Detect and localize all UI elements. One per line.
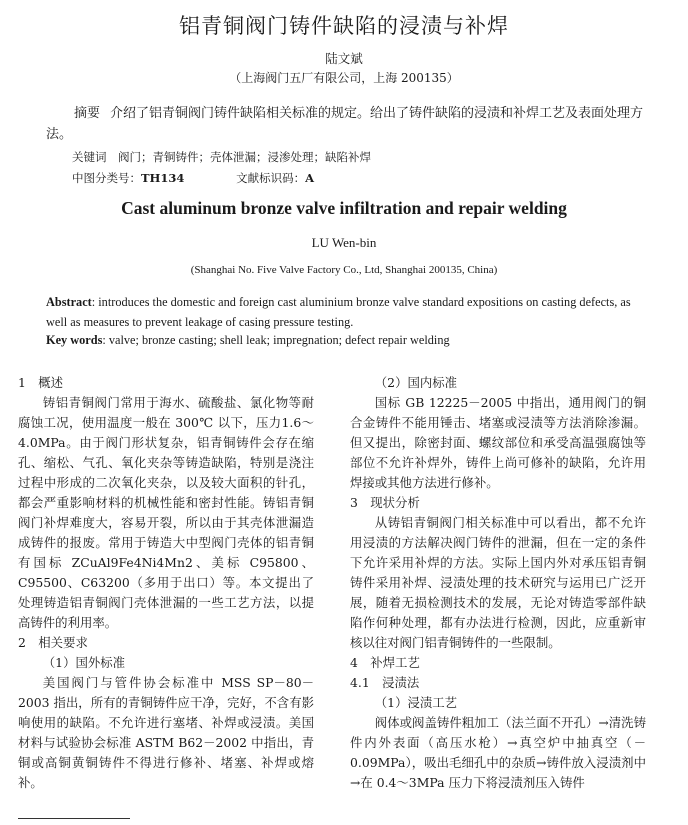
classification-line — [72, 170, 314, 186]
keywords-cn-text: 阀门；青铜铸件；壳体泄漏；浸渗处理；缺陷补焊 — [118, 150, 371, 164]
body-column-right — [350, 373, 646, 793]
subsection-heading: （1）国外标准 — [42, 655, 126, 670]
author-cn: 陆文斌 — [325, 51, 363, 66]
abstract-en-text: : introduces the domestic and foreign cast aluminium bronze valve standard expositions on casting defects, as well as measures to prevent leakage of casing pressure testing. — [46, 295, 631, 329]
section-heading: 2 相关要求 — [18, 635, 88, 650]
section-heading: 3 现状分析 — [350, 495, 420, 510]
clc-label: 中图分类号： — [72, 171, 141, 185]
body-paragraph: 铸铝青铜阀门常用于海水、硫酸盐、氯化物等耐腐蚀工况，使用温度一般在 300℃ 以下，压力1.6～4.0MPa。由于阀门形状复杂，铝青铜铸件会存在缩孔、缩松、气孔、氧化夹杂等铸造缺陷，特别是浇注过程中形成的二次氧化夹杂，以及较大面积的针孔，都会严重影响材料的机械性能和密封性能。铸铝青铜阀门补焊难度大，容易开裂，所以由于其壳体泄漏造成铸件的报废。常用于铸造大中型阀门壳体的铝青铜有国标 ZCuAl9Fe4Ni4Mn2、美标 C95800、C95500、C63200（多用于出口）等。本文提出了处理铸造铝青铜阀门壳体泄漏的一些工艺方法，以提高铸件的利用率。 — [18, 395, 314, 630]
body-paragraph: 阀体或阀盖铸件粗加工（法兰面不开孔）→清洗铸件内外表面（高压水枪）→真空炉中抽真空（－0.09MPa），吸出毛细孔中的杂质→铸件放入浸渍剂中→在 0.4～3MPa 压力下将浸渍剂压入铸件 — [350, 715, 646, 790]
paper-title-cn: 铝青铜阀门铸件缺陷的浸渍与补焊 — [179, 14, 509, 38]
keywords-en-label: Key words — [46, 333, 103, 347]
body-column-left — [18, 373, 314, 793]
keywords-en-text: : valve; bronze casting; shell leak; impregnation; defect repair welding — [102, 333, 450, 347]
paper-title-en: Cast aluminum bronze valve infiltration and repair welding — [121, 198, 567, 218]
section-heading: 4 补焊工艺 — [350, 655, 420, 670]
author-en: LU Wen-bin — [311, 235, 377, 250]
footnote-rule — [18, 818, 130, 819]
keywords-cn-label: 关键词 — [72, 150, 107, 164]
body-paragraph: 国标 GB 12225－2005 中指出，通用阀门的铜合金铸件不能用锤击、堵塞或浸渍等方法消除渗漏。但又提出，除密封面、螺纹部位和承受高温强腐蚀等部位不允许补焊外，铸件上尚可修补的缺陷，允许用焊接或其他方法进行修补。 — [350, 395, 646, 490]
affiliation-en: (Shanghai No. Five Valve Factory Co., Ltd, Shanghai 200135, China) — [190, 264, 498, 276]
abstract-cn — [46, 103, 646, 145]
body-paragraph: 从铸铝青铜阀门相关标准中可以看出，都不允许用浸渍的方法解决阀门铸件的泄漏，但在一定的条件下允许采用补焊的方法。实际上国内外对承压铝青铜铸件采用补焊、浸渍处理的技术研究与运用已广泛开展，随着无损检测技术的发展，无论对铸造零部件缺陷作何种处理，都有办法进行检测，因此，应重新审核以往对阀门铝青铜铸件的一些限制。 — [350, 515, 646, 650]
doc-code-value: A — [305, 171, 315, 185]
subsection-heading: （1）浸渍工艺 — [374, 695, 458, 710]
keywords-cn — [72, 149, 371, 165]
section-heading: 4.1 浸渍法 — [350, 675, 420, 690]
keywords-en — [46, 333, 646, 348]
body-paragraph: 美国阀门与管件协会标准中 MSS SP－80－2003 指出，所有的青铜铸件应干净，完好，不含有影响使用的缺陷。不允许进行塞堵、补焊或浸渍。美国材料与试验协会标准 ASTM B62－2002 中指出，青铜或高铜黄铜铸件不得进行修补、堵塞、补焊或熔补。 — [18, 675, 314, 790]
abstract-en-label: Abstract — [46, 295, 92, 309]
doc-code-label: 文献标识码： — [236, 171, 306, 185]
section-heading: 1 概述 — [18, 375, 64, 390]
affiliation-cn: （上海阀门五厂有限公司，上海 200135） — [229, 71, 459, 85]
abstract-cn-text: 介绍了铝青铜阀门铸件缺陷相关标准的规定。给出了铸件缺陷的浸渍和补焊工艺及表面处理方法。 — [46, 106, 644, 142]
abstract-cn-label: 摘要 — [74, 106, 101, 121]
abstract-en — [46, 292, 646, 332]
clc-value: TH134 — [141, 171, 185, 185]
subsection-heading: （2）国内标准 — [374, 375, 458, 390]
